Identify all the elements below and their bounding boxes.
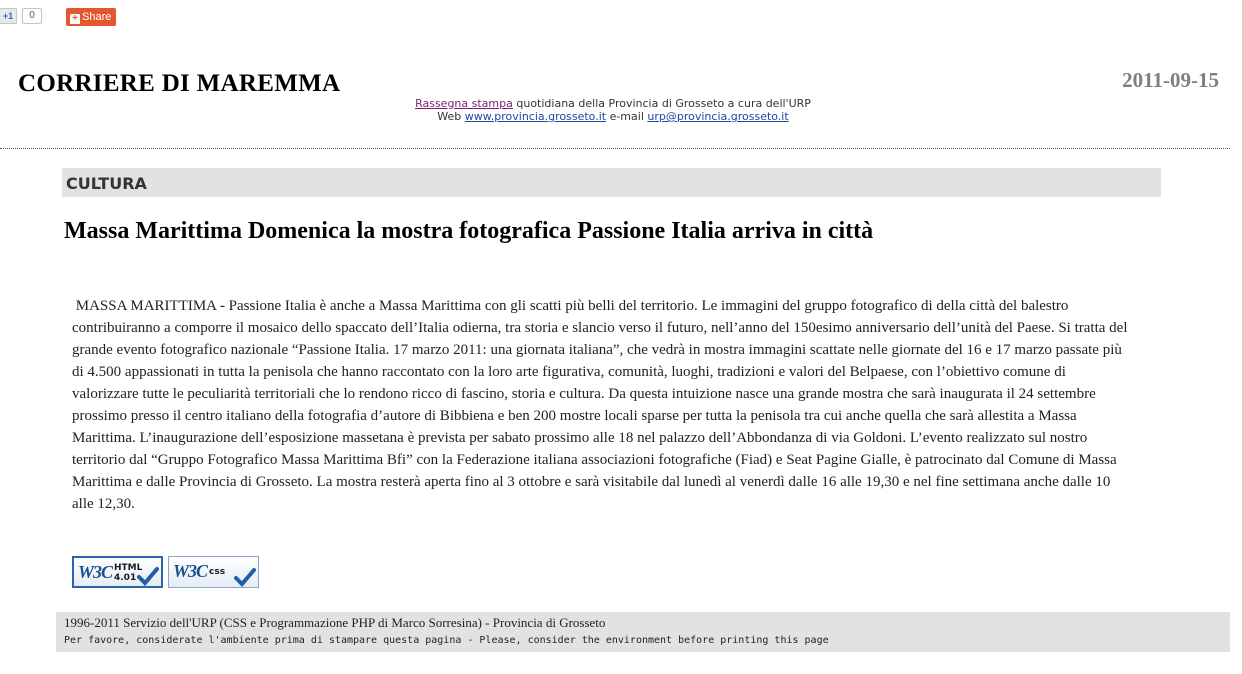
- press-text: quotidiana della Provincia di Grosseto a cura dell'URP: [512, 97, 811, 110]
- section-title: CULTURA: [62, 168, 1161, 197]
- website-link[interactable]: www.provincia.grosseto.it: [464, 110, 607, 123]
- w3c-html-badge[interactable]: [72, 556, 163, 588]
- footer-credits: 1996-2011 Servizio dell'URP (CSS e Programmazione PHP di Marco Sorresina) - Provincia di Grosseto: [64, 615, 606, 630]
- footer: [56, 612, 1230, 652]
- web-label: Web: [437, 110, 465, 123]
- email-link[interactable]: urp@provincia.grosseto.it: [647, 110, 789, 123]
- share-button[interactable]: [66, 8, 116, 26]
- plusone-count: 0: [22, 8, 42, 24]
- html-badge-line1: HTML: [114, 563, 143, 573]
- article-title: Massa Marittima Domenica la mostra fotografica Passione Italia arriva in città: [64, 218, 874, 244]
- share-label: Share: [82, 11, 112, 23]
- plus-icon: +: [70, 14, 80, 24]
- checkmark-icon: [137, 566, 159, 586]
- press-info: [0, 97, 1226, 123]
- google-plusone-button[interactable]: +1: [0, 8, 17, 24]
- css-badge-label: css: [209, 567, 226, 577]
- html-badge-line2: 4.01: [114, 573, 137, 583]
- rassegna-stampa-link[interactable]: Rassegna stampa: [415, 97, 513, 110]
- w3c-logo: W3C: [173, 561, 208, 581]
- article-body: MASSA MARITTIMA - Passione Italia è anche a Massa Marittima con gli scatti più belli del territorio. Le immagini del gruppo fotografico di della città del balestro contribuiranno a comporre il mosaico dello spaccato dell’Italia odierna, tra storia e slancio verso il futuro, nell’anno del 150esimo anniversario dell’unità del Paese. Si tratta del grande evento fotografico nazionale “Passione Italia. 17 marzo 2011: una giornata italiana”, che vedrà in mostra immagini scattate nelle giornate del 16 e 17 marzo passate più di 4.500 appassionati in tutta la penisola che hanno raccontato con la loro arte figurativa, comunità, luoghi, tradizioni e valori del Belpaese, con l’obiettivo comune di valorizzare tutte le peculiarità territoriali che lo rendono ricco di fascino, storia e cultura. Da questa intuizione nasce una grande mostra che sarà inaugurata il 24 settembre prossimo presso il centro italiano della fotografia d’autore di Bibbiena e ben 200 mostre locali sparse per tutta la penisola tra cui anche quella che sarà allestita a Massa Marittima. L’inaugurazione dell’esposizione massetana è prevista per sabato prossimo alle 18 nel palazzo dell’Abbondanza di via Goldoni. L’evento realizzato sul nostro territorio dal “Gruppo Fotografico Massa Marittima Bfi” con la Federazione italiana associazioni fotografiche (Fiad) e Seat Pagine Gialle, è patrocinato dal Comune di Massa Marittima e dalle Provincia di Grosseto. La mostra resterà aperta fino al 3 ottobre e sarà visitabile dal lunedì al venerdì dalle 16 alle 19,30 e nel fine settimana anche dalle 10 alle 12,30.: [72, 298, 1128, 512]
- publication-date: 2011-09-15: [1122, 68, 1219, 92]
- header-divider: [0, 148, 1230, 149]
- masthead: CORRIERE DI MAREMMA: [18, 70, 341, 97]
- press-line: [0, 97, 1226, 110]
- checkmark-icon: [234, 567, 256, 587]
- contact-line: [0, 110, 1226, 123]
- footer-environment-note: Per favore, considerate l'ambiente prima di stampare questa pagina - Please, consider the environment before printing this page: [64, 635, 829, 646]
- email-label: e-mail: [606, 110, 648, 123]
- w3c-css-badge[interactable]: [168, 556, 259, 588]
- w3c-logo: W3C: [78, 562, 113, 582]
